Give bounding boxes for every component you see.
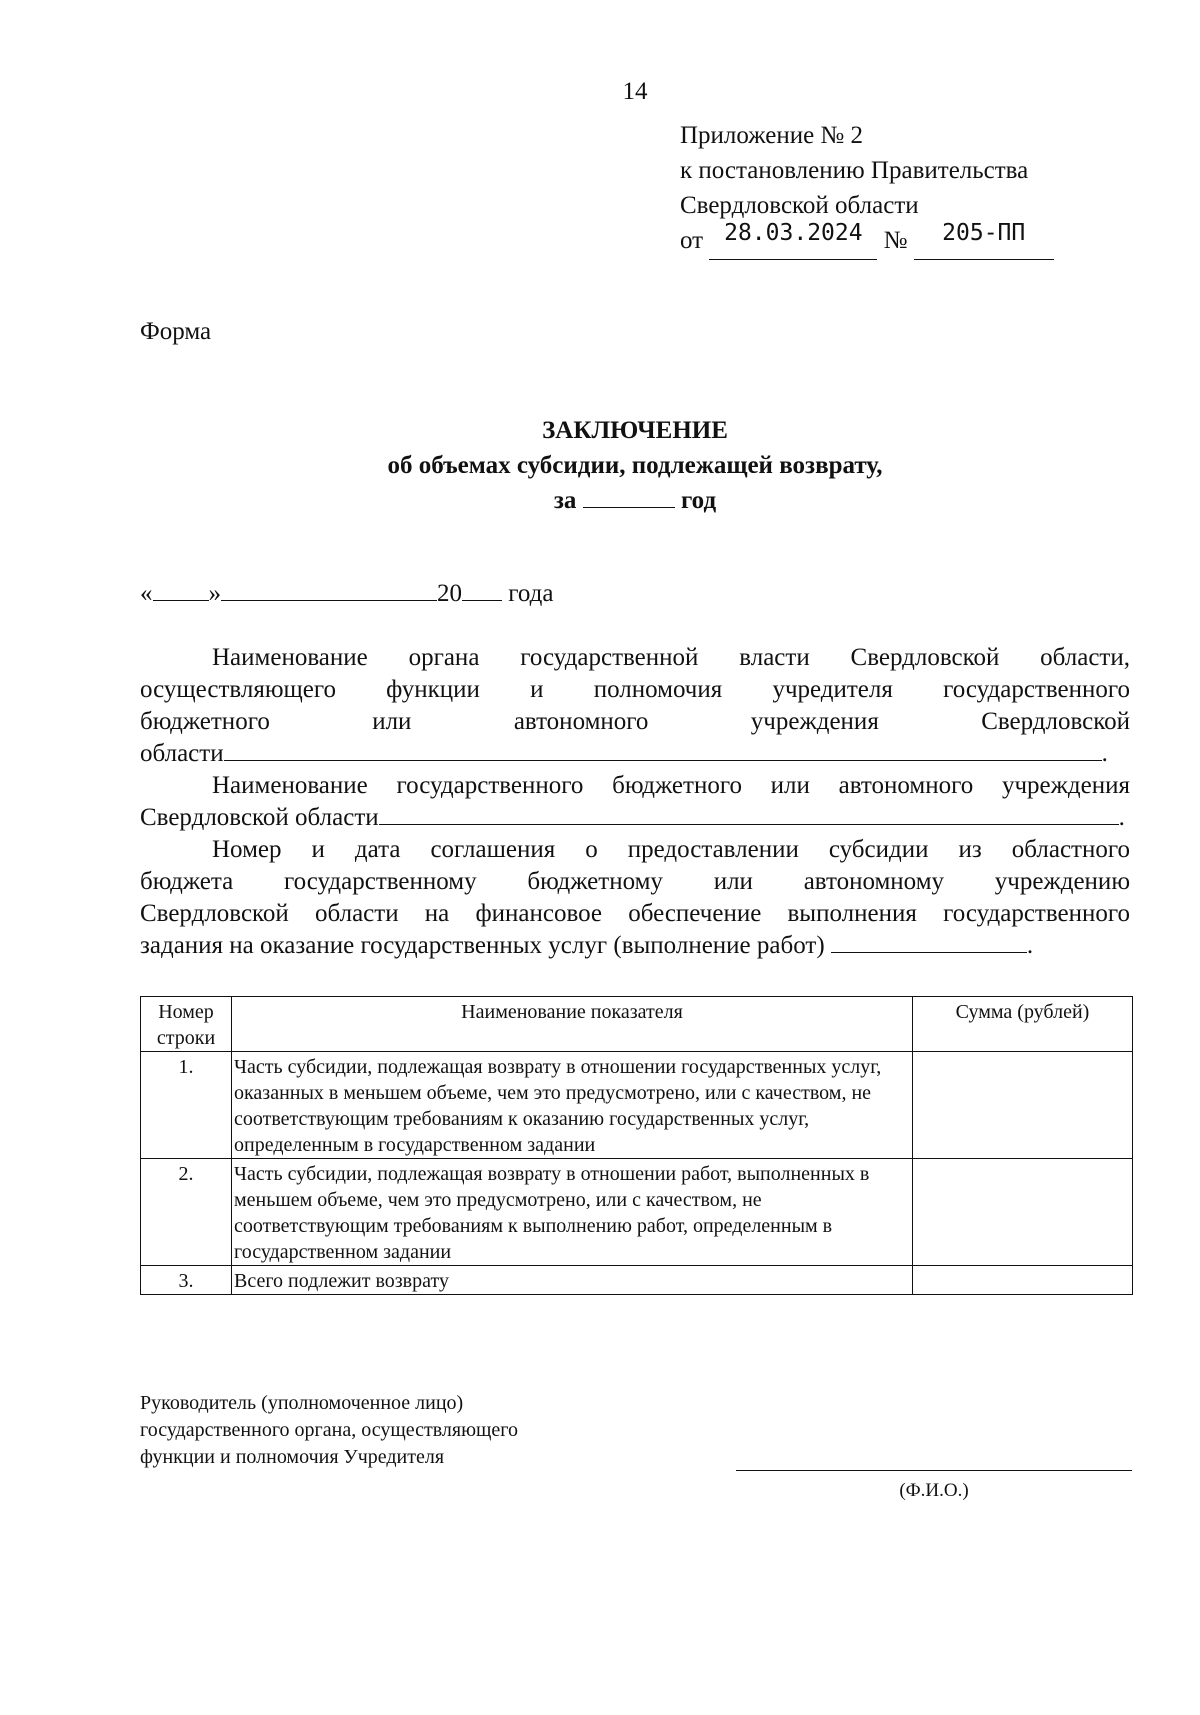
- century-text: 20: [437, 580, 462, 607]
- signature-line-2: государственного органа, осуществляющего: [140, 1419, 518, 1441]
- sum-cell[interactable]: [913, 1159, 1133, 1266]
- p3-line-4-text: задания на оказание государственных услуг (выполнение работ): [140, 932, 825, 959]
- sum-cell[interactable]: [913, 1052, 1133, 1159]
- appendix-line-2: к постановлению Правительства: [680, 157, 1029, 184]
- date-suffix: года: [508, 580, 554, 607]
- number-value: 205-ПП: [942, 220, 1026, 246]
- header-sum: Сумма (рублей): [913, 997, 1133, 1052]
- appendix-line-1: Приложение № 2: [680, 122, 864, 149]
- signature-line-1: Руководитель (уполномоченное лицо): [140, 1392, 464, 1414]
- row-number: 3.: [141, 1266, 232, 1295]
- date-prefix: от: [680, 227, 704, 254]
- paragraph-institution: [140, 770, 1130, 834]
- indicator-name: Часть субсидии, подлежащая возврату в отношении государственных услуг, оказанных в меньшем объеме, чем это предусмотрено, или с качеством, не соответствующим требованиям к оказанию государственных услуг, определенным в государственном задании: [232, 1052, 913, 1159]
- paragraph-agreement: [140, 834, 1130, 962]
- sum-cell[interactable]: [913, 1266, 1133, 1295]
- title-year-prefix: за: [553, 487, 577, 514]
- p1-line-4-text: области: [140, 740, 224, 767]
- day-blank-field[interactable]: [153, 578, 209, 601]
- form-label: Форма: [140, 318, 212, 345]
- p3-line-4: [140, 930, 1130, 962]
- p2-line-1: Наименование государственного бюджетного или автономного учреждения: [212, 772, 1130, 799]
- p2-line-2: [140, 802, 1130, 834]
- appendix-line-3: Свердловской области: [680, 192, 919, 219]
- appendix-header: [680, 118, 1054, 260]
- indicators-table: [140, 996, 1133, 1295]
- title-line-1: ЗАКЛЮЧЕНИЕ: [542, 417, 728, 444]
- document-title: [0, 413, 1200, 518]
- row-number: 1.: [141, 1052, 232, 1159]
- table-row: [141, 1052, 1133, 1159]
- open-quote: «: [140, 580, 153, 607]
- p1-end: .: [1101, 740, 1108, 767]
- number-field[interactable]: [914, 220, 1054, 260]
- signature-block: [140, 1390, 518, 1471]
- indicator-name: Всего подлежит возврату: [232, 1266, 913, 1295]
- date-line: [140, 578, 553, 608]
- p3-line-1: Номер и дата соглашения о предоставлении субсидии из областного: [212, 836, 1130, 863]
- p3-line-2: бюджета государственному бюджетному или автономному учреждению: [140, 868, 1130, 895]
- header-indicator-name: Наименование показателя: [232, 997, 913, 1052]
- table-row: [141, 1266, 1133, 1295]
- p3-end: .: [1026, 932, 1034, 959]
- indicator-name: Часть субсидии, подлежащая возврату в отношении работ, выполненных в меньшем объеме, чем это предусмотрено, или с качеством, не соответствующим требованиям к выполнению работ, определенным в государственном задании: [232, 1159, 913, 1266]
- appendix-date-row: [680, 220, 1054, 260]
- authority-name-field[interactable]: [224, 738, 1102, 761]
- date-field[interactable]: [709, 220, 877, 260]
- p2-end: .: [1118, 804, 1125, 831]
- paragraph-authority: [140, 642, 1130, 770]
- table-header-row: [141, 997, 1133, 1052]
- document-body: [140, 642, 1130, 962]
- header-row-number: Номер строки: [141, 997, 232, 1052]
- agreement-number-field[interactable]: [831, 930, 1027, 953]
- table-row: [141, 1159, 1133, 1266]
- institution-name-field[interactable]: [379, 802, 1119, 825]
- number-prefix: №: [883, 227, 908, 254]
- signature-field[interactable]: [736, 1470, 1132, 1471]
- p1-line-1: Наименование органа государственной власти Свердловской области,: [212, 644, 1130, 671]
- title-line-3: [0, 483, 1200, 518]
- title-line-2: об объемах субсидии, подлежащей возврату,: [387, 452, 883, 479]
- page-number: 14: [622, 78, 648, 105]
- year-suffix-blank-field[interactable]: [462, 578, 502, 601]
- close-quote: »: [208, 580, 221, 607]
- date-value: 28.03.2024: [724, 220, 863, 246]
- title-year-suffix: год: [680, 487, 717, 514]
- row-number: 2.: [141, 1159, 232, 1266]
- year-blank-field[interactable]: [583, 485, 675, 508]
- month-blank-field[interactable]: [221, 578, 437, 601]
- fio-caption: (Ф.И.О.): [899, 1480, 969, 1501]
- p3-line-3: Свердловской области на финансовое обеспечение выполнения государственного: [140, 900, 1130, 927]
- p2-line-2-text: Свердловской области: [140, 804, 379, 831]
- p1-line-3: бюджетного или автономного учреждения Свердловской: [140, 708, 1130, 735]
- signature-line-3: функции и полномочия Учредителя: [140, 1446, 445, 1468]
- p1-line-2: осуществляющего функции и полномочия учредителя государственного: [140, 676, 1130, 703]
- p1-line-4: [140, 738, 1130, 770]
